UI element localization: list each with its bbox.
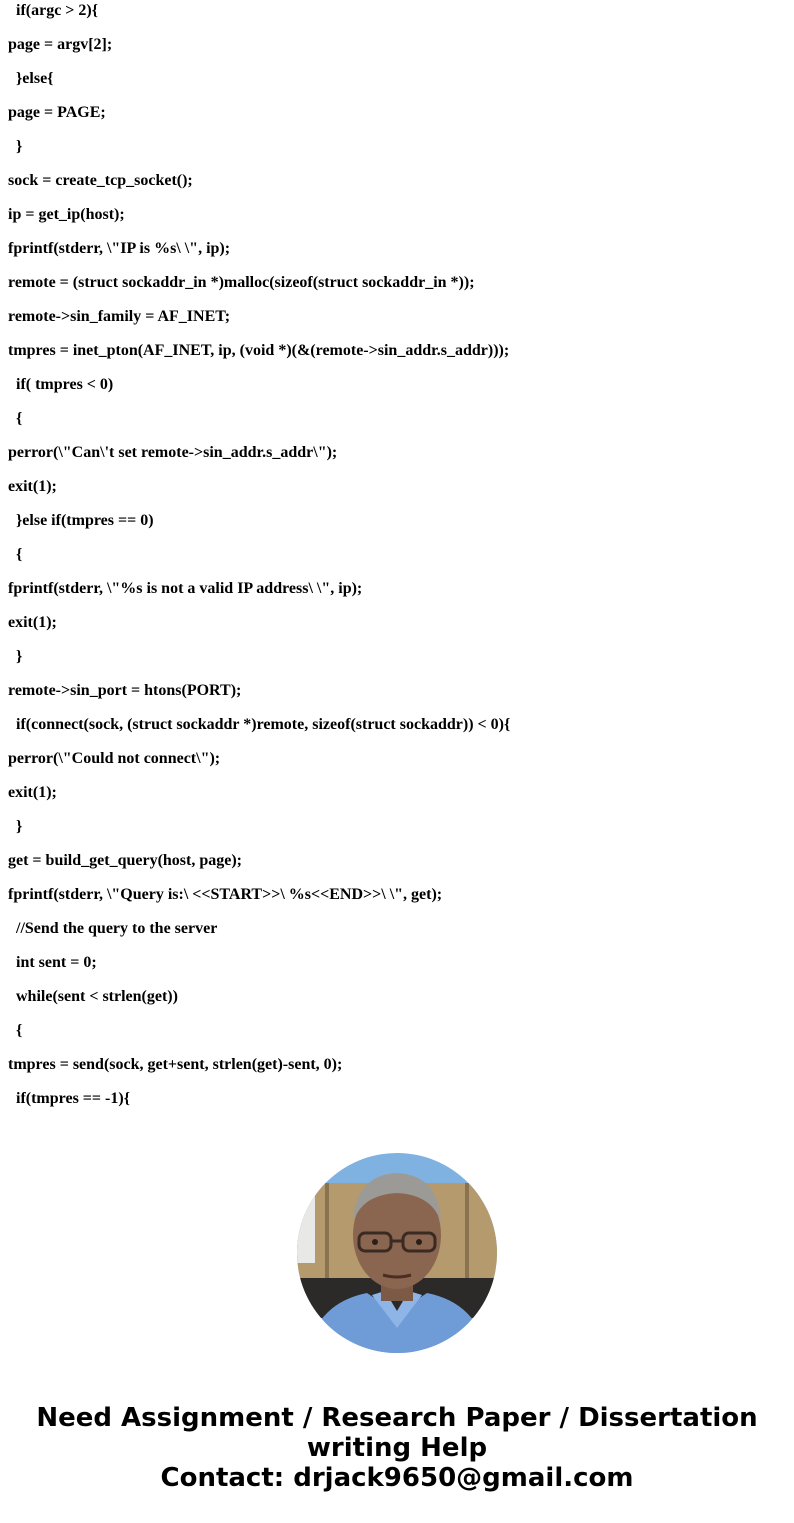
code-line: perror(\"Could not connect\"); xyxy=(8,750,221,767)
contact-banner xyxy=(0,1403,794,1493)
code-line: ip = get_ip(host); xyxy=(8,206,125,223)
code-line: fprintf(stderr, \"IP is %s\ \", ip); xyxy=(8,240,231,257)
code-line: } xyxy=(8,138,23,155)
code-line: get = build_get_query(host, page); xyxy=(8,852,242,869)
code-line: if(connect(sock, (struct sockaddr *)remote, sizeof(struct sockaddr)) < 0){ xyxy=(8,716,511,733)
code-line: tmpres = inet_pton(AF_INET, ip, (void *)(&(remote->sin_addr.s_addr))); xyxy=(8,342,510,359)
code-line: exit(1); xyxy=(8,614,57,631)
code-line: }else if(tmpres == 0) xyxy=(8,512,154,529)
code-line: remote->sin_port = htons(PORT); xyxy=(8,682,242,699)
code-line: while(sent < strlen(get)) xyxy=(8,988,178,1005)
cta-subheadline: writing Help xyxy=(306,1433,488,1463)
code-line: } xyxy=(8,818,23,835)
code-line: if(argc > 2){ xyxy=(8,2,99,19)
code-line: fprintf(stderr, \"%s is not a valid IP address\ \", ip); xyxy=(8,580,363,597)
code-listing xyxy=(8,0,788,1122)
cta-contact-email: Contact: drjack9650@gmail.com xyxy=(160,1463,634,1493)
code-line: page = argv[2]; xyxy=(8,36,113,53)
code-line: perror(\"Can\'t set remote->sin_addr.s_addr\"); xyxy=(8,444,338,461)
author-avatar xyxy=(297,1153,497,1353)
code-line: exit(1); xyxy=(8,784,57,801)
code-line: int sent = 0; xyxy=(8,954,97,971)
code-line: { xyxy=(8,546,23,563)
code-line: if( tmpres < 0) xyxy=(8,376,114,393)
code-line: remote = (struct sockaddr_in *)malloc(sizeof(struct sockaddr_in *)); xyxy=(8,274,475,291)
code-line: { xyxy=(8,410,23,427)
code-line: if(tmpres == -1){ xyxy=(8,1090,130,1107)
code-line: fprintf(stderr, \"Query is:\ <<START>>\ %s<<END>>\ \", get); xyxy=(8,886,443,903)
code-line: tmpres = send(sock, get+sent, strlen(get)-sent, 0); xyxy=(8,1056,343,1073)
code-line: } xyxy=(8,648,23,665)
code-line: //Send the query to the server xyxy=(8,920,218,937)
code-line: page = PAGE; xyxy=(8,104,106,121)
code-line: exit(1); xyxy=(8,478,57,495)
code-line: { xyxy=(8,1022,23,1039)
person-portrait-icon xyxy=(297,1153,497,1353)
cta-headline: Need Assignment / Research Paper / Dissertation xyxy=(36,1403,758,1433)
code-line: }else{ xyxy=(8,70,54,87)
code-line: remote->sin_family = AF_INET; xyxy=(8,308,231,325)
code-line: sock = create_tcp_socket(); xyxy=(8,172,193,189)
